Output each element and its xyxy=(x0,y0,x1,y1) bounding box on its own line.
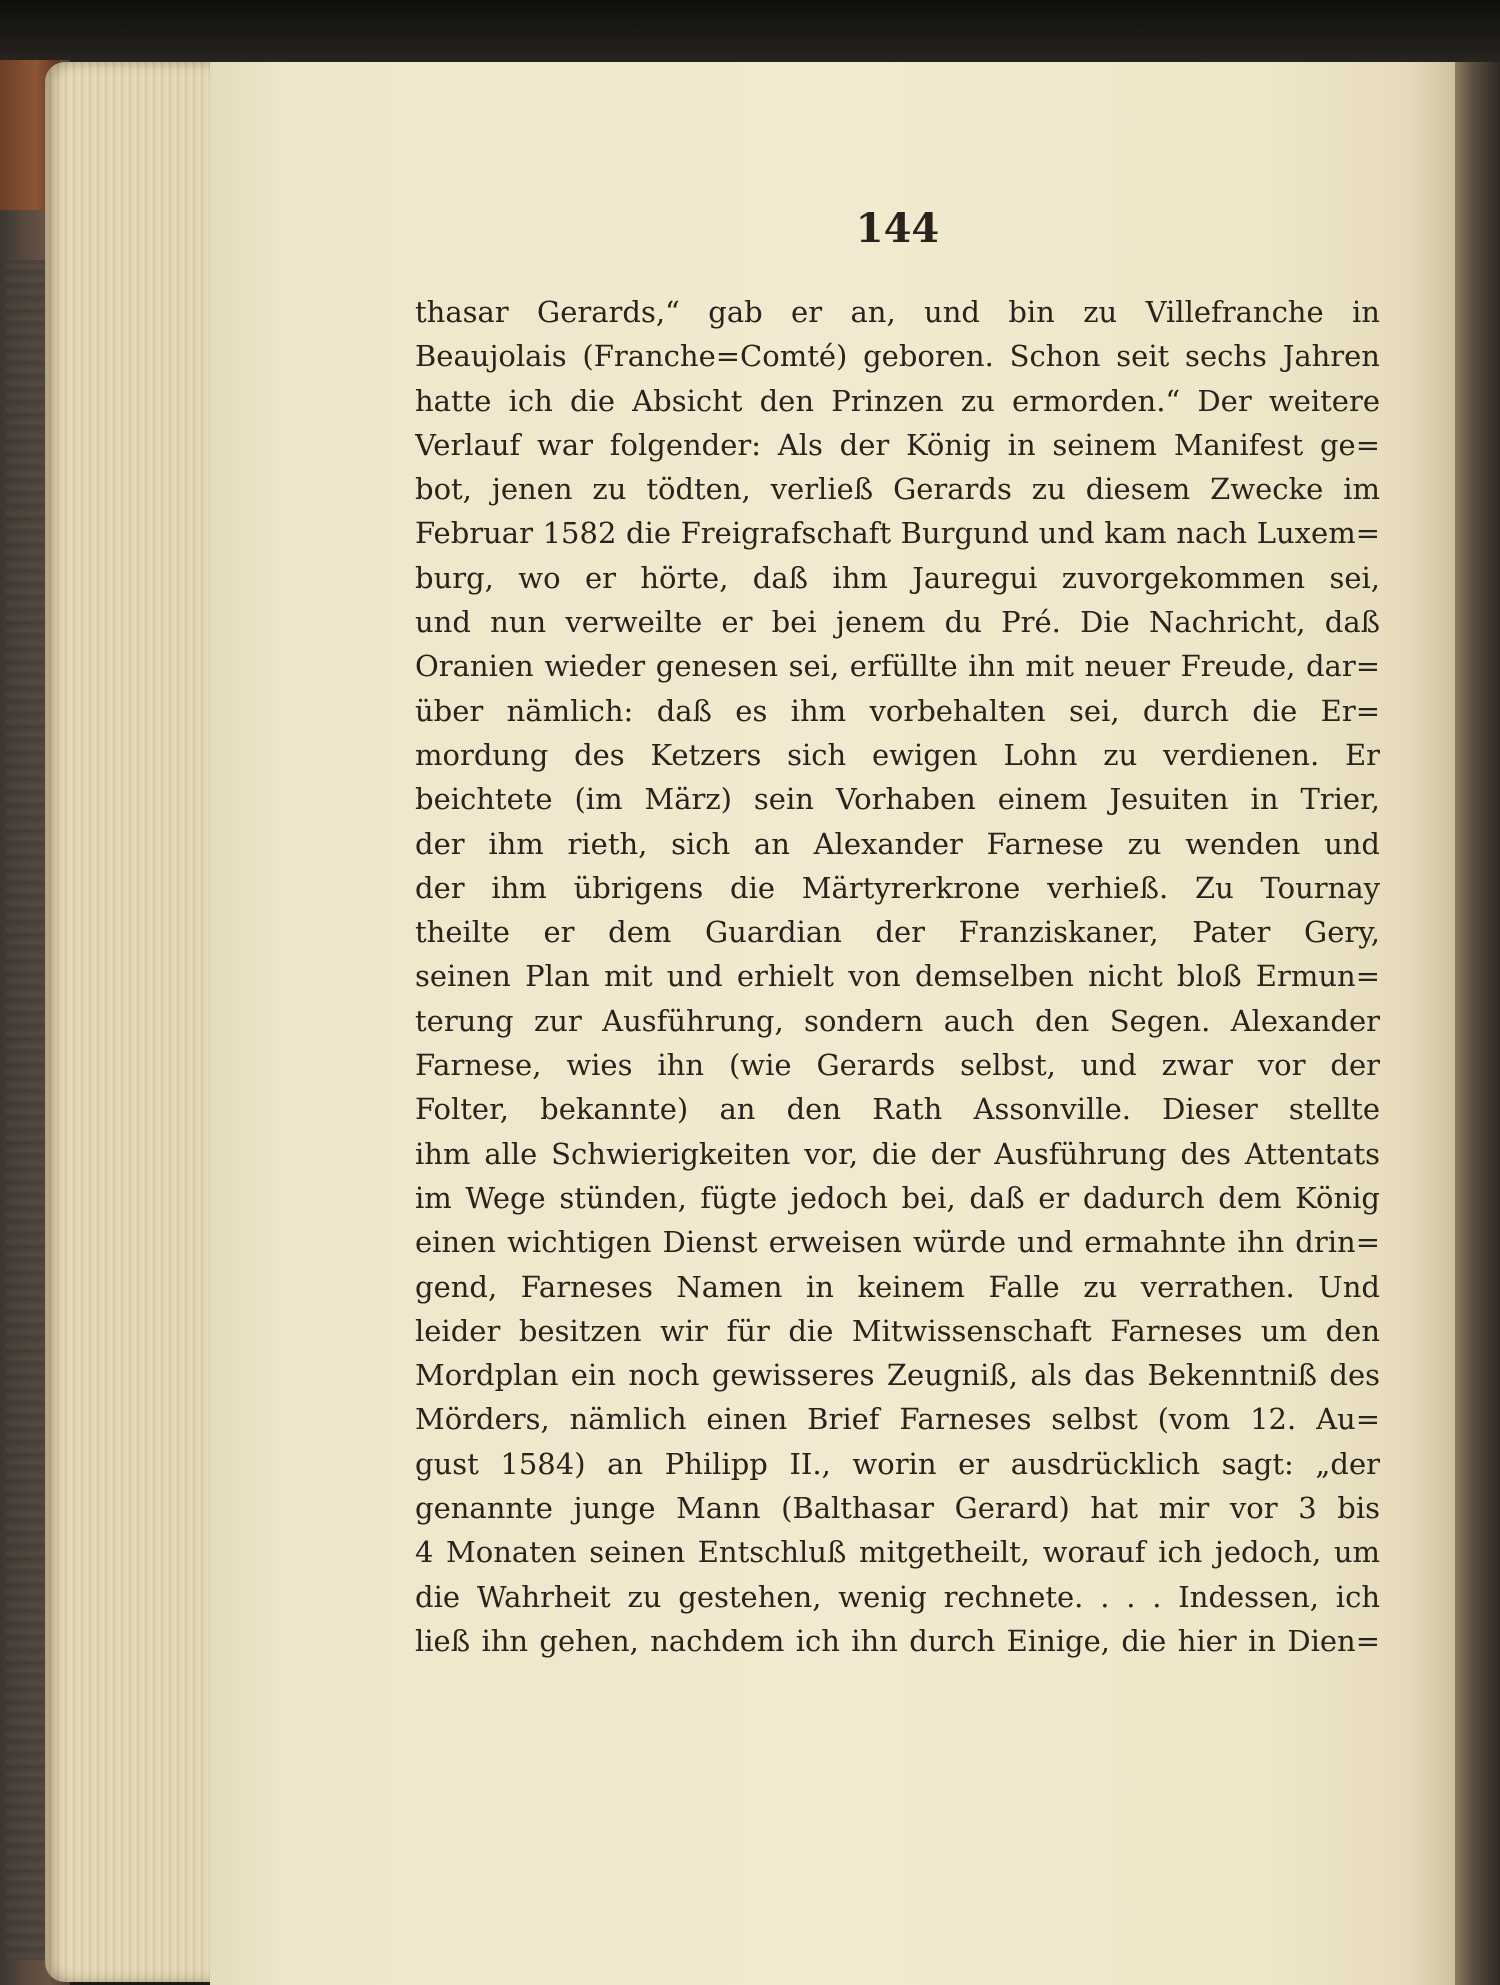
text-line: genannte junge Mann (Balthasar Gerard) hat mir vor 3 bis xyxy=(415,1491,1380,1526)
text-line: über nämlich: daß es ihm vorbehalten sei, durch die Er= xyxy=(415,693,1380,728)
text-line: einen wichtigen Dienst erweisen würde und ermahnte ihn drin= xyxy=(415,1225,1380,1260)
text-line: Farnese, wies ihn (wie Gerards selbst, und zwar vor der xyxy=(415,1048,1380,1083)
scan-background-top xyxy=(0,0,1500,70)
text-line: Februar 1582 die Freigrafschaft Burgund und kam nach Luxem= xyxy=(415,516,1380,551)
text-line: Oranien wieder genesen sei, erfüllte ihn mit neuer Freude, dar= xyxy=(415,649,1380,684)
text-line: thasar Gerards,“ gab er an, und bin zu Villefranche in xyxy=(415,295,1380,329)
page-number: 144 xyxy=(855,205,940,252)
text-line: ihm alle Schwierigkeiten vor, die der Ausführung des Attentats xyxy=(415,1136,1380,1171)
text-line: 4 Monaten seinen Entschluß mitgetheilt, worauf ich jedoch, um xyxy=(415,1535,1380,1570)
text-line: mordung des Ketzers sich ewigen Lohn zu verdienen. Er xyxy=(415,737,1380,772)
text-line: seinen Plan mit und erhielt von demselben nicht bloß Ermun= xyxy=(415,959,1380,994)
text-line: theilte er dem Guardian der Franziskaner, Pater Gery, xyxy=(415,915,1380,950)
text-line: Mörders, nämlich einen Brief Farneses selbst (vom 12. Au= xyxy=(415,1402,1380,1437)
text-line: der ihm rieth, sich an Alexander Farnese zu wenden und xyxy=(415,826,1380,861)
text-line: und nun verweilte er bei jenem du Pré. Die Nachricht, daß xyxy=(415,605,1380,640)
text-line: burg, wo er hörte, daß ihm Jauregui zuvorgekommen sei, xyxy=(415,560,1380,595)
text-line: Beaujolais (Franche=Comté) geboren. Schon seit sechs Jahren xyxy=(415,339,1380,374)
text-line: der ihm übrigens die Märtyrerkrone verhieß. Zu Tournay xyxy=(415,870,1380,905)
book-gutter-right xyxy=(1455,62,1500,1985)
text-line: Mordplan ein noch gewisseres Zeugniß, als das Bekenntniß des xyxy=(415,1358,1380,1393)
text-line: beichtete (im März) sein Vorhaben einem Jesuiten in Trier, xyxy=(415,782,1380,817)
text-line: bot, jenen zu tödten, verließ Gerards zu diesem Zwecke im xyxy=(415,472,1380,507)
text-line: gend, Farneses Namen in keinem Falle zu verrathen. Und xyxy=(415,1269,1380,1304)
text-line: Verlauf war folgender: Als der König in seinem Manifest ge= xyxy=(415,427,1380,462)
page-stack-edge xyxy=(45,62,225,1982)
text-line: ließ ihn gehen, nachdem ich ihn durch Einige, die hier in Dien= xyxy=(415,1623,1380,1658)
text-line: die Wahrheit zu gestehen, wenig rechnete. . . . Indessen, ich xyxy=(415,1579,1380,1614)
text-line: terung zur Ausführung, sondern auch den Segen. Alexander xyxy=(415,1003,1380,1038)
text-line: Folter, bekannte) an den Rath Assonville. Dieser stellte xyxy=(415,1092,1380,1127)
text-line: leider besitzen wir für die Mitwissenschaft Farneses um den xyxy=(415,1313,1380,1348)
body-text xyxy=(415,290,1380,1663)
text-line: hatte ich die Absicht den Prinzen zu ermorden.“ Der weitere xyxy=(415,383,1380,418)
text-line: gust 1584) an Philipp II., worin er ausdrücklich sagt: „der xyxy=(415,1446,1380,1481)
text-line: im Wege stünden, fügte jedoch bei, daß er dadurch dem König xyxy=(415,1180,1380,1215)
cover-grain xyxy=(6,260,46,1960)
